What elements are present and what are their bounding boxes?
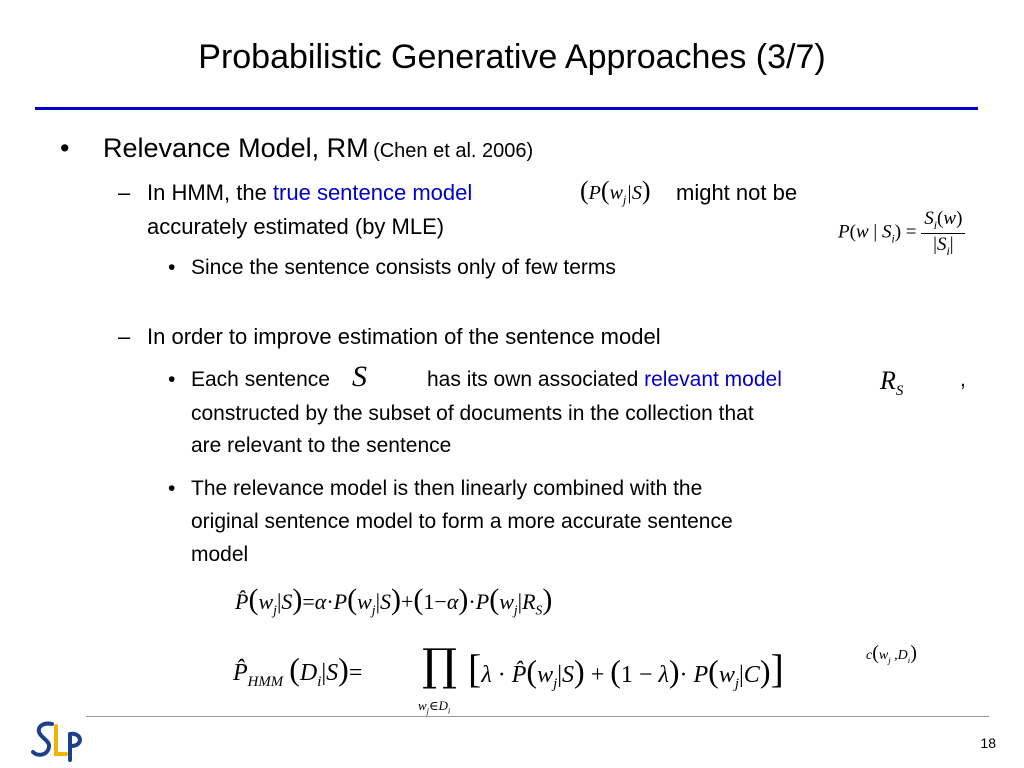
bullet-text: Relevance Model, RM [103, 133, 369, 163]
true-sentence-model-highlight: true sentence model [272, 180, 473, 205]
title-underline [35, 107, 978, 110]
symbol-s: S [352, 360, 367, 393]
equation-hmm-body: $[\lambda \cdot P̂(w_j|S) + (1 - \lambda)\cdot P(w_j|C)]$ [468, 646, 784, 692]
sub-item-hmm [147, 180, 472, 206]
bullet-marker: • [60, 133, 70, 163]
formula-sentence-model: P(w | $S_i$) = $\frac{S_i(w)}{|S_i|}$ [838, 208, 965, 259]
sub-item-improve-estimation: In order to improve estimation of the sentence model [147, 324, 661, 349]
sub-item-prefix: In HMM, the [147, 180, 273, 205]
page-number: 18 [980, 735, 996, 751]
equation-hmm: $P̂_{HMM}$ $(D_i|S)=$ [233, 651, 363, 690]
comma: , [960, 368, 966, 391]
product-subscript: $w_j\in D_i$ [418, 698, 451, 716]
slide-title: Probabilistic Generative Approaches (3/7) [198, 38, 826, 76]
footer-divider [86, 716, 989, 717]
dot-marker: • [168, 368, 176, 391]
each-sentence-text: Each sentence [191, 368, 330, 391]
dash-marker: – [118, 180, 131, 205]
sub-bullet-each-sentence [191, 368, 330, 392]
sub-bullet-few-terms: Since the sentence consists only of few terms [191, 256, 616, 279]
sub-bullet-combined-line1: The relevance model is then linearly combined with the [191, 477, 703, 500]
exponent-count: $c(w_j$ $,D_i$) [866, 642, 917, 665]
slp-logo-icon [30, 720, 90, 762]
symbol-rs: $R_S$ [880, 366, 904, 400]
citation: (Chen et al. 2006) [373, 140, 534, 162]
bullet-relevance-model [103, 133, 533, 164]
formula-p-wj-s: ($P(w_j|S)$ [580, 176, 651, 207]
dot-marker: • [168, 256, 176, 279]
sub-item-line2: accurately estimated (by MLE) [147, 214, 445, 239]
has-associated-text: has its own associated relevant model [427, 368, 782, 391]
sub-bullet-line2: constructed by the subset of documents in the collection that [191, 402, 754, 425]
dot-marker: • [168, 477, 176, 500]
relevant-model-highlight: relevant model [644, 368, 782, 391]
product-symbol: ∏ [422, 640, 458, 691]
sub-item-suffix: might not be [676, 180, 798, 205]
sub-bullet-line3: are relevant to the sentence [191, 434, 452, 457]
equation-interpolation: $P̂(w_j|S)=\alpha\cdot P(w_j|S)+(1-\alpha)\cdot P(w_j|R_S)$ [235, 583, 553, 618]
dash-marker: – [118, 324, 131, 349]
sub-bullet-combined-line2: original sentence model to form a more accurate sentence [191, 510, 733, 533]
sub-bullet-combined-line3: model [191, 543, 249, 566]
